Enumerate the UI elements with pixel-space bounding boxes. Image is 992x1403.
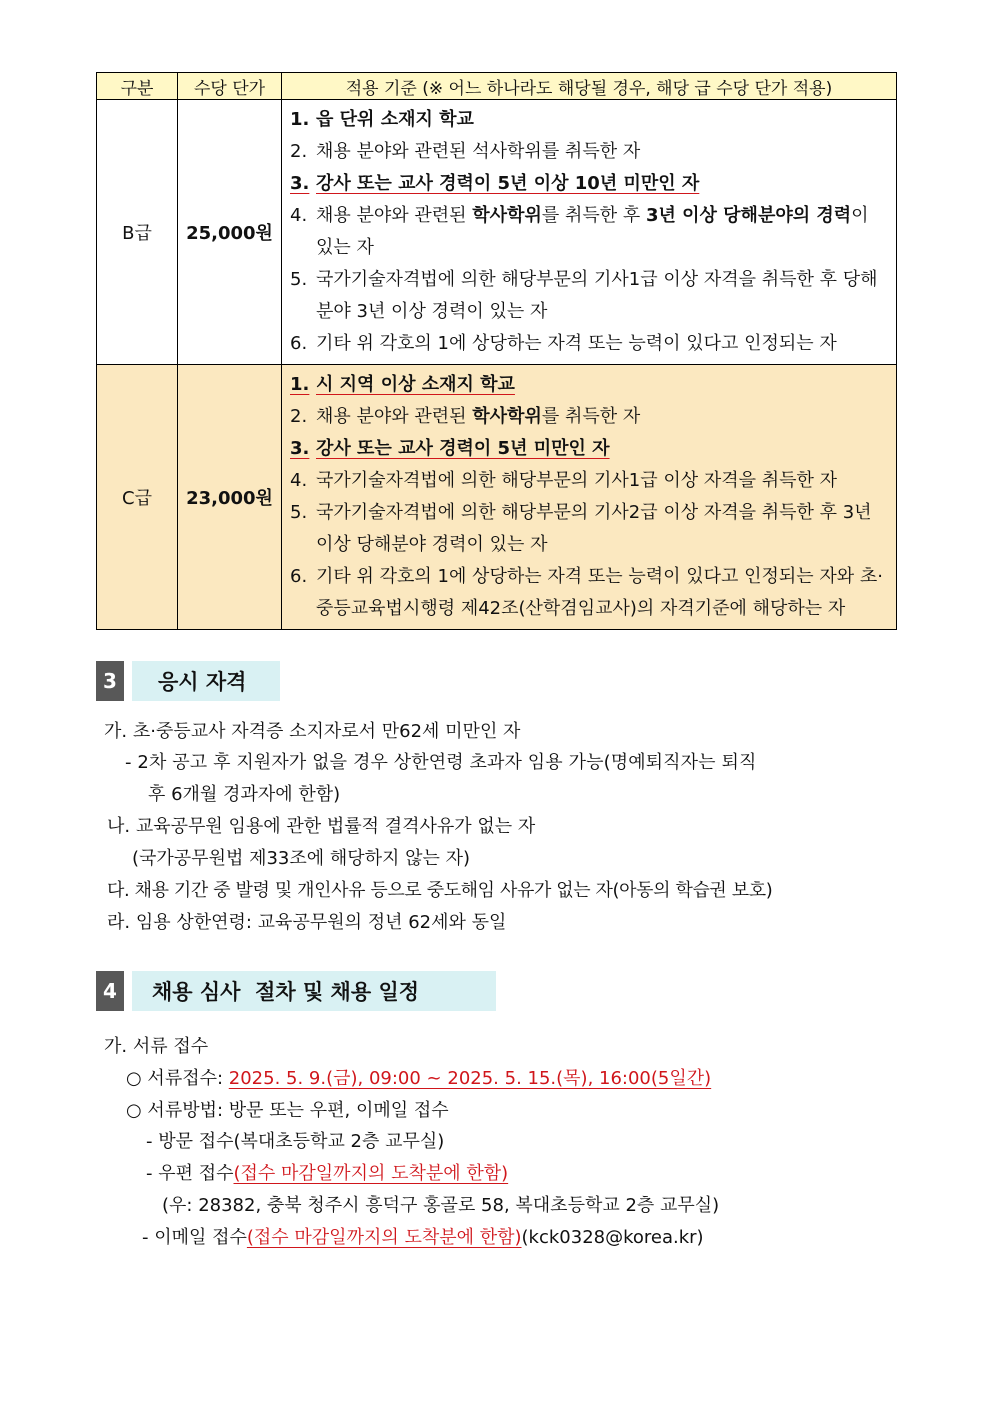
email-receipt-label: - 이메일 접수 — [142, 1227, 247, 1248]
criteria-num: 4. — [290, 205, 308, 226]
email-address: (kck0328@korea.kr) — [521, 1227, 704, 1248]
criteria-text: 국가기술자격법에 의한 해당부문의 기사1급 이상 자격을 취득한 자 — [316, 470, 837, 491]
header-price: 수당 단가 — [178, 73, 282, 100]
criteria-text: 채용 분야와 관련된 석사학위를 취득한 자 — [316, 141, 641, 162]
receipt-period-line — [126, 1063, 711, 1095]
criteria-item — [290, 433, 888, 465]
text-part: 이 있는 자 — [316, 205, 869, 258]
criteria-cell — [282, 365, 897, 630]
section-title: 응시 자격 — [132, 661, 280, 701]
criteria-num: 2. — [290, 406, 308, 427]
criteria-item — [290, 401, 888, 433]
price-cell: 25,000원 — [178, 100, 282, 365]
criteria-num: 3. — [290, 438, 310, 459]
criteria-num: 3. — [290, 173, 310, 194]
price-cell: 23,000원 — [178, 365, 282, 630]
criteria-item — [290, 369, 888, 401]
criteria-item — [290, 136, 888, 168]
criteria-item — [290, 465, 888, 497]
qualification-item-a-note: - 2차 공고 후 지원자가 없을 경우 상한연령 초과자 임용 가능(명예퇴직자는 퇴직 — [125, 752, 757, 773]
procedure-item-a: 가. 서류 접수 — [104, 1036, 209, 1057]
table-header-row — [97, 73, 897, 100]
table-row-c-grade — [97, 365, 897, 630]
section-4-heading — [96, 971, 496, 1011]
section-3-heading — [96, 661, 280, 701]
receipt-period-label: ○ 서류접수: — [126, 1068, 229, 1089]
post-receipt-deadline-note: (접수 마감일까지의 도착분에 한함) — [233, 1163, 509, 1184]
criteria-text: 강사 또는 교사 경력이 5년 미만인 자 — [316, 438, 610, 459]
section-number: 4 — [96, 971, 124, 1011]
qualification-item-a: 가. 초·중등교사 자격증 소지자로서 만62세 미만인 자 — [104, 721, 521, 742]
grade-cell: C급 — [97, 365, 178, 630]
criteria-num: 5. — [290, 502, 308, 523]
qualification-item-d: 라. 임용 상한연령: 교육공무원의 정년 62세와 동일 — [107, 912, 507, 933]
criteria-num: 2. — [290, 141, 308, 162]
text-part: 채용 분야와 관련된 — [316, 406, 473, 427]
post-address-line: (우: 28382, 충북 청주시 흥덕구 홍골로 58, 복대초등학교 2층 교무실) — [162, 1195, 720, 1216]
criteria-text: 기타 위 각호의 1에 상당하는 자격 또는 능력이 있다고 인정되는 자와 초·중등교육법시행령 제42조(산학겸임교사)의 자격기준에 해당하는 자 — [316, 566, 883, 619]
text-part: 를 취득한 자 — [541, 406, 641, 427]
criteria-num: 6. — [290, 333, 308, 354]
criteria-text: 읍 단위 소재지 학교 — [316, 109, 474, 130]
receipt-period-value: 2025. 5. 9.(금), 09:00 ~ 2025. 5. 15.(목), 16:00(5일간) — [228, 1068, 712, 1089]
criteria-num: 6. — [290, 566, 308, 587]
qualification-item-a-note-cont: 후 6개월 경과자에 한함) — [148, 784, 341, 805]
criteria-num: 1. — [290, 109, 310, 130]
header-grade: 구분 — [97, 73, 178, 100]
criteria-item — [290, 104, 888, 136]
table-row-b-grade — [97, 100, 897, 365]
post-receipt-line — [146, 1158, 508, 1190]
criteria-text: 기타 위 각호의 1에 상당하는 자격 또는 능력이 있다고 인정되는 자 — [316, 333, 837, 354]
text-part: 채용 분야와 관련된 — [316, 205, 473, 226]
email-receipt-deadline-note: (접수 마감일까지의 도착분에 한함) — [246, 1227, 522, 1248]
qualification-item-b-note: (국가공무원법 제33조에 해당하지 않는 자) — [132, 848, 471, 869]
header-criteria: 적용 기준 (※ 어느 하나라도 해당될 경우, 해당 급 수당 단가 적용) — [282, 73, 897, 100]
qualification-item-b: 나. 교육공무원 임용에 관한 법률적 결격사유가 없는 자 — [107, 816, 536, 837]
post-receipt-label: - 우편 접수 — [146, 1163, 234, 1184]
section-number: 3 — [96, 661, 124, 701]
criteria-text: 시 지역 이상 소재지 학교 — [316, 374, 515, 395]
criteria-text: 국가기술자격법에 의한 해당부문의 기사1급 이상 자격을 취득한 후 당해분야 3년 이상 경력이 있는 자 — [316, 269, 878, 322]
text-part-bold: 학사학위 — [472, 205, 542, 226]
visit-receipt-line: - 방문 접수(복대초등학교 2층 교무실) — [146, 1131, 445, 1152]
receipt-method-line: ○ 서류방법: 방문 또는 우편, 이메일 접수 — [126, 1100, 449, 1121]
criteria-num: 5. — [290, 269, 308, 290]
criteria-text — [316, 401, 640, 433]
text-part-bold: 학사학위 — [472, 406, 542, 427]
criteria-text: 강사 또는 교사 경력이 5년 이상 10년 미만인 자 — [316, 173, 700, 194]
text-part: 를 취득한 후 — [541, 205, 646, 226]
criteria-item — [290, 264, 888, 328]
criteria-item — [290, 200, 888, 264]
criteria-text — [316, 200, 888, 264]
text-part-bold: 3년 이상 당해분야의 경력 — [645, 205, 852, 226]
criteria-cell — [282, 100, 897, 365]
criteria-num: 4. — [290, 470, 308, 491]
criteria-item — [290, 328, 888, 360]
criteria-item — [290, 561, 888, 625]
grade-cell: B급 — [97, 100, 178, 365]
email-receipt-line — [142, 1222, 704, 1254]
criteria-text: 국가기술자격법에 의한 해당부문의 기사2급 이상 자격을 취득한 후 3년 이상 당해분야 경력이 있는 자 — [316, 502, 872, 555]
criteria-item — [290, 497, 888, 561]
section-title: 채용 심사 절차 및 채용 일정 — [132, 971, 496, 1011]
criteria-item — [290, 168, 888, 200]
criteria-num: 1. — [290, 374, 310, 395]
allowance-grade-table — [96, 72, 897, 630]
qualification-item-c: 다. 채용 기간 중 발령 및 개인사유 등으로 중도해임 사유가 없는 자(아동의 학습권 보호) — [107, 880, 773, 901]
